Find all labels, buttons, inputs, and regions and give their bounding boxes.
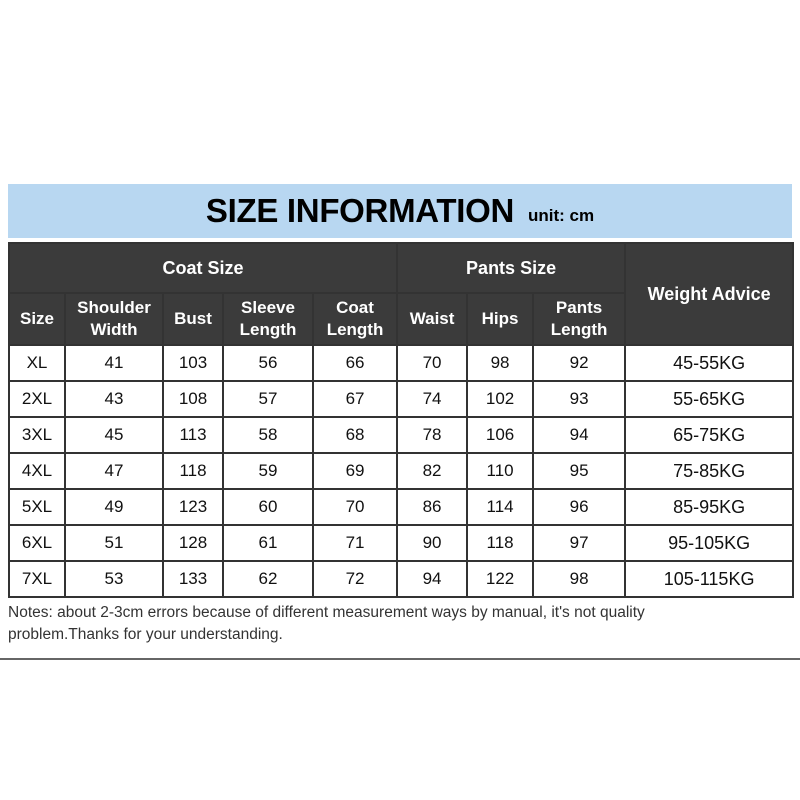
- title-banner: [8, 184, 792, 238]
- shoulder-cell: 49: [65, 489, 163, 525]
- notes-line-2: problem.Thanks for your understanding.: [8, 626, 283, 643]
- bust-cell: 123: [163, 489, 223, 525]
- table-row: [9, 525, 793, 561]
- coat-length-cell: 68: [313, 417, 397, 453]
- weight-cell: 45-55KG: [625, 345, 793, 381]
- sleeve-cell: 60: [223, 489, 313, 525]
- sleeve-cell: 62: [223, 561, 313, 597]
- table-row: [9, 561, 793, 597]
- sleeve-header-line1: Sleeve: [241, 298, 295, 317]
- coat-length-cell: 67: [313, 381, 397, 417]
- waist-cell: 90: [397, 525, 467, 561]
- bust-header: Bust: [163, 293, 223, 345]
- sleeve-cell: 56: [223, 345, 313, 381]
- table-row: [9, 417, 793, 453]
- hips-cell: 118: [467, 525, 533, 561]
- hips-cell: 106: [467, 417, 533, 453]
- pants-length-cell: 94: [533, 417, 625, 453]
- bust-cell: 128: [163, 525, 223, 561]
- coat-length-cell: 70: [313, 489, 397, 525]
- sleeve-cell: 58: [223, 417, 313, 453]
- shoulder-cell: 51: [65, 525, 163, 561]
- shoulder-header-line2: Width: [90, 320, 138, 339]
- shoulder-cell: 47: [65, 453, 163, 489]
- coat-size-header: Coat Size: [9, 243, 397, 293]
- waist-cell: 82: [397, 453, 467, 489]
- sleeve-header-line2: Length: [239, 320, 297, 339]
- notes: [8, 602, 788, 646]
- hips-header: Hips: [467, 293, 533, 345]
- bust-cell: 108: [163, 381, 223, 417]
- weight-advice-header: Weight Advice: [625, 243, 793, 345]
- waist-cell: 70: [397, 345, 467, 381]
- pants-length-cell: 93: [533, 381, 625, 417]
- sleeve-cell: 59: [223, 453, 313, 489]
- size-cell: 2XL: [9, 381, 65, 417]
- hips-cell: 102: [467, 381, 533, 417]
- pants-length-cell: 98: [533, 561, 625, 597]
- bust-cell: 103: [163, 345, 223, 381]
- sleeve-length-header: [223, 293, 313, 345]
- weight-cell: 55-65KG: [625, 381, 793, 417]
- coat-length-cell: 71: [313, 525, 397, 561]
- unit-label: unit: cm: [527, 206, 595, 225]
- shoulder-width-header: [65, 293, 163, 345]
- weight-cell: 65-75KG: [625, 417, 793, 453]
- size-cell: 3XL: [9, 417, 65, 453]
- table-row: [9, 345, 793, 381]
- size-cell: 6XL: [9, 525, 65, 561]
- size-cell: 5XL: [9, 489, 65, 525]
- waist-cell: 94: [397, 561, 467, 597]
- shoulder-header-line1: Shoulder: [77, 298, 151, 317]
- sleeve-cell: 57: [223, 381, 313, 417]
- bust-cell: 118: [163, 453, 223, 489]
- waist-cell: 74: [397, 381, 467, 417]
- coat-length-header-line1: Coat: [336, 298, 374, 317]
- waist-header: Waist: [397, 293, 467, 345]
- pants-length-header-line2: Length: [550, 320, 608, 339]
- pants-length-header: [533, 293, 625, 345]
- shoulder-cell: 41: [65, 345, 163, 381]
- bust-cell: 133: [163, 561, 223, 597]
- bust-cell: 113: [163, 417, 223, 453]
- size-cell: XL: [9, 345, 65, 381]
- group-header-row: [9, 243, 793, 293]
- size-header: Size: [9, 293, 65, 345]
- pants-length-cell: 92: [533, 345, 625, 381]
- sleeve-cell: 61: [223, 525, 313, 561]
- weight-cell: 105-115KG: [625, 561, 793, 597]
- shoulder-cell: 43: [65, 381, 163, 417]
- coat-length-cell: 72: [313, 561, 397, 597]
- weight-cell: 95-105KG: [625, 525, 793, 561]
- pants-length-cell: 95: [533, 453, 625, 489]
- table-row: [9, 489, 793, 525]
- shoulder-cell: 53: [65, 561, 163, 597]
- coat-length-header-line2: Length: [326, 320, 384, 339]
- weight-cell: 75-85KG: [625, 453, 793, 489]
- waist-cell: 78: [397, 417, 467, 453]
- shoulder-cell: 45: [65, 417, 163, 453]
- hips-cell: 98: [467, 345, 533, 381]
- size-cell: 7XL: [9, 561, 65, 597]
- coat-length-header: [313, 293, 397, 345]
- size-cell: 4XL: [9, 453, 65, 489]
- pants-length-cell: 97: [533, 525, 625, 561]
- table-row: [9, 381, 793, 417]
- pants-length-cell: 96: [533, 489, 625, 525]
- coat-length-cell: 66: [313, 345, 397, 381]
- hips-cell: 110: [467, 453, 533, 489]
- page-title: SIZE INFORMATION: [205, 192, 514, 229]
- table-row: [9, 453, 793, 489]
- coat-length-cell: 69: [313, 453, 397, 489]
- hips-cell: 122: [467, 561, 533, 597]
- pants-size-header: Pants Size: [397, 243, 625, 293]
- hips-cell: 114: [467, 489, 533, 525]
- pants-length-header-line1: Pants: [555, 298, 603, 317]
- divider: [0, 658, 800, 660]
- size-table: [8, 242, 794, 598]
- waist-cell: 86: [397, 489, 467, 525]
- notes-line-1: Notes: about 2-3cm errors because of different measurement ways by manual, it's not quality: [8, 604, 645, 621]
- weight-cell: 85-95KG: [625, 489, 793, 525]
